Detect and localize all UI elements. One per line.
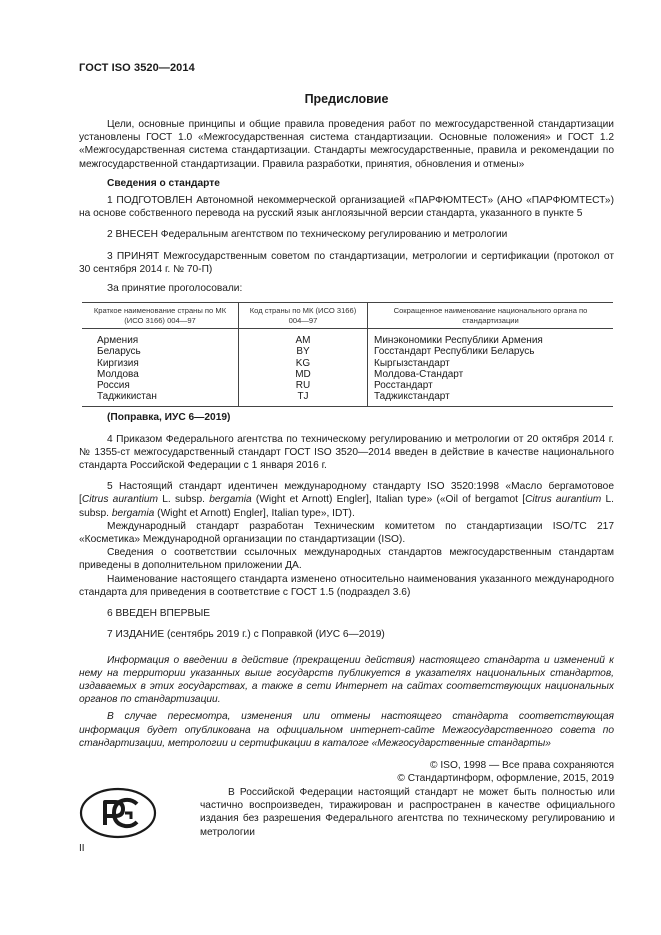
table-cell: MD [295, 368, 311, 380]
table-cell: Россия [97, 380, 130, 392]
code-column [239, 329, 368, 407]
table-cell: Таджикистан [97, 391, 157, 403]
table-cell: RU [295, 380, 311, 392]
italic-term: Citrus aurantium [81, 494, 158, 506]
italic-term: bergamia [209, 494, 252, 506]
table-header-body: Сокращенное наименование национального органа по стандартизации [368, 303, 614, 329]
item-6: 6 ВВЕДЕН ВПЕРВЫЕ [107, 608, 211, 620]
item-5-tc: Международный стандарт разработан Техническим комитетом по стандартизации ISO/TC 217 «Косметика» Международной организации по стандартизации (ISO). [79, 520, 614, 546]
copyright-standartinform: © Стандартинформ, оформление, 2015, 2019 [397, 773, 614, 785]
table-cell: Молдова [97, 368, 139, 380]
notice-revision: В случае пересмотра, изменения или отмены настоящего стандарта соответствующая информация будет опубликована на официальном интернет-сайте Межгосударственного совета по стандартизации, метрологии и сертификации в каталоге «Межгосударственные стандарты» [79, 711, 614, 749]
item-7: 7 ИЗДАНИЕ (сентябрь 2019 г.) с Поправкой (ИУС 6—2019) [107, 629, 385, 641]
item-5-name-change: Наименование настоящего стандарта изменено относительно наименования указанного международного стандарта для приведения в соответствие с ГОСТ 1.5 (подраздел 3.6) [79, 573, 614, 598]
item-1: 1 ПОДГОТОВЛЕН Автономной некоммерческой организацией «ПАРФЮМТЕСТ» (АНО «ПАРФЮМТЕСТ») на основе собственного перевода на русский язык англоязычной версии стандарта, указанного в пункте 5 [79, 195, 614, 220]
voting-countries-table [82, 302, 613, 407]
text-run: L. subsp. [157, 494, 210, 506]
item-5 [79, 480, 614, 520]
vote-label: За принятие проголосовали: [107, 283, 243, 295]
table-cell: KG [295, 357, 311, 369]
item-4: 4 Приказом Федерального агентства по техническому регулированию и метрологии от 20 октября 2014 г. № 1355-ст межгосударственный стандарт ГОСТ ISO 3520—2014 введен в действие в качестве национального стандарта Российской Федерации с 1 января 2016 г. [79, 433, 614, 472]
standard-info-heading: Сведения о стандарте [107, 177, 220, 189]
table-cell: Госстандарт Республики Беларусь [374, 346, 535, 358]
table-cell: Таджикстандарт [374, 391, 450, 403]
page-number: II [79, 843, 85, 854]
table-cell: Армения [97, 335, 139, 347]
table-cell: TJ [297, 391, 309, 403]
copyright-iso: © ISO, 1998 — Все права сохраняются [430, 759, 614, 771]
item-5-annex: Сведения о соответствии ссылочных международных стандартов межгосударственным стандартам приведены в дополнительном приложении ДА. [79, 547, 614, 572]
item-3: 3 ПРИНЯТ Межгосударственным советом по стандартизации, метрологии и сертификации (протокол от 30 сентября 2014 г. № 70-П) [79, 250, 614, 275]
table-header-code: Код страны по МК (ИСО 3166) 004—97 [239, 303, 368, 329]
table-cell: Росстандарт [374, 380, 433, 392]
text-run: 5 Настоящий стандарт идентичен международному стандарту ISO 3520:1998 «Масло бергамотовое [ [79, 481, 614, 506]
text-run: (Wight et Arnott) Engler], Italian type» («Oil of bergamot [ [251, 494, 526, 506]
preface-intro: Цели, основные принципы и общие правила проведения работ по межгосударственной стандартизации установлены ГОСТ 1.0 «Межгосударственная система стандартизации. Основные положения» и ГОСТ 1.2 «Межгосударственная система стандартизации. Стандарты межгосударственные, правила и рекомендации по межгосударственной стандартизации. Правила разработки, принятия, обновления и отмены» [79, 119, 614, 170]
table-cell: AM [295, 335, 311, 347]
table-header-country: Краткое наименование страны по МК (ИСО 3166) 004—97 [82, 303, 239, 329]
document-code: ГОСТ ISO 3520—2014 [79, 62, 195, 74]
preface-section [79, 92, 614, 785]
table-cell: Киргизия [97, 357, 139, 369]
italic-term: Citrus aurantium [525, 494, 602, 506]
text-run: L. subsp. [79, 494, 614, 519]
body-column [368, 329, 614, 407]
table-cell: Минэкономики Республики Армения [374, 335, 543, 347]
item-2: 2 ВНЕСЕН Федеральным агентством по техническому регулированию и метрологии [107, 229, 508, 241]
amendment-note: (Поправка, ИУС 6—2019) [107, 412, 231, 424]
rights-text: В Российской Федерации настоящий стандарт не может быть полностью или частично воспроизведен, тиражирован и распространен в качестве официального издания без разрешения Федерального агентства по техническому регулированию и метрологии [200, 787, 615, 838]
table-cell: Беларусь [97, 346, 141, 358]
notice-introduction: Информация о введении в действие (прекращении действия) настоящего стандарта и изменений к нему на территории указанных выше государств публикуется в указателях национальных стандартов, издаваемых в этих государствах, а также в сети Интернет на сайтах соответствующих национальных органов по стандартизации. [79, 654, 614, 706]
reproduction-notice [200, 786, 615, 839]
text-run: (Wight et Arnott) Engler], Italian type», IDT). [154, 507, 355, 519]
table-header-row [82, 303, 613, 329]
table-body-row [82, 329, 613, 407]
rst-certification-mark-icon [79, 787, 157, 839]
italic-term: bergamia [111, 507, 155, 519]
country-column [82, 329, 239, 407]
preface-title: Предисловие [304, 92, 389, 106]
table-cell: Молдова-Стандарт [374, 368, 464, 380]
table-cell: BY [296, 346, 310, 358]
table-cell: Кыргызстандарт [374, 357, 450, 369]
